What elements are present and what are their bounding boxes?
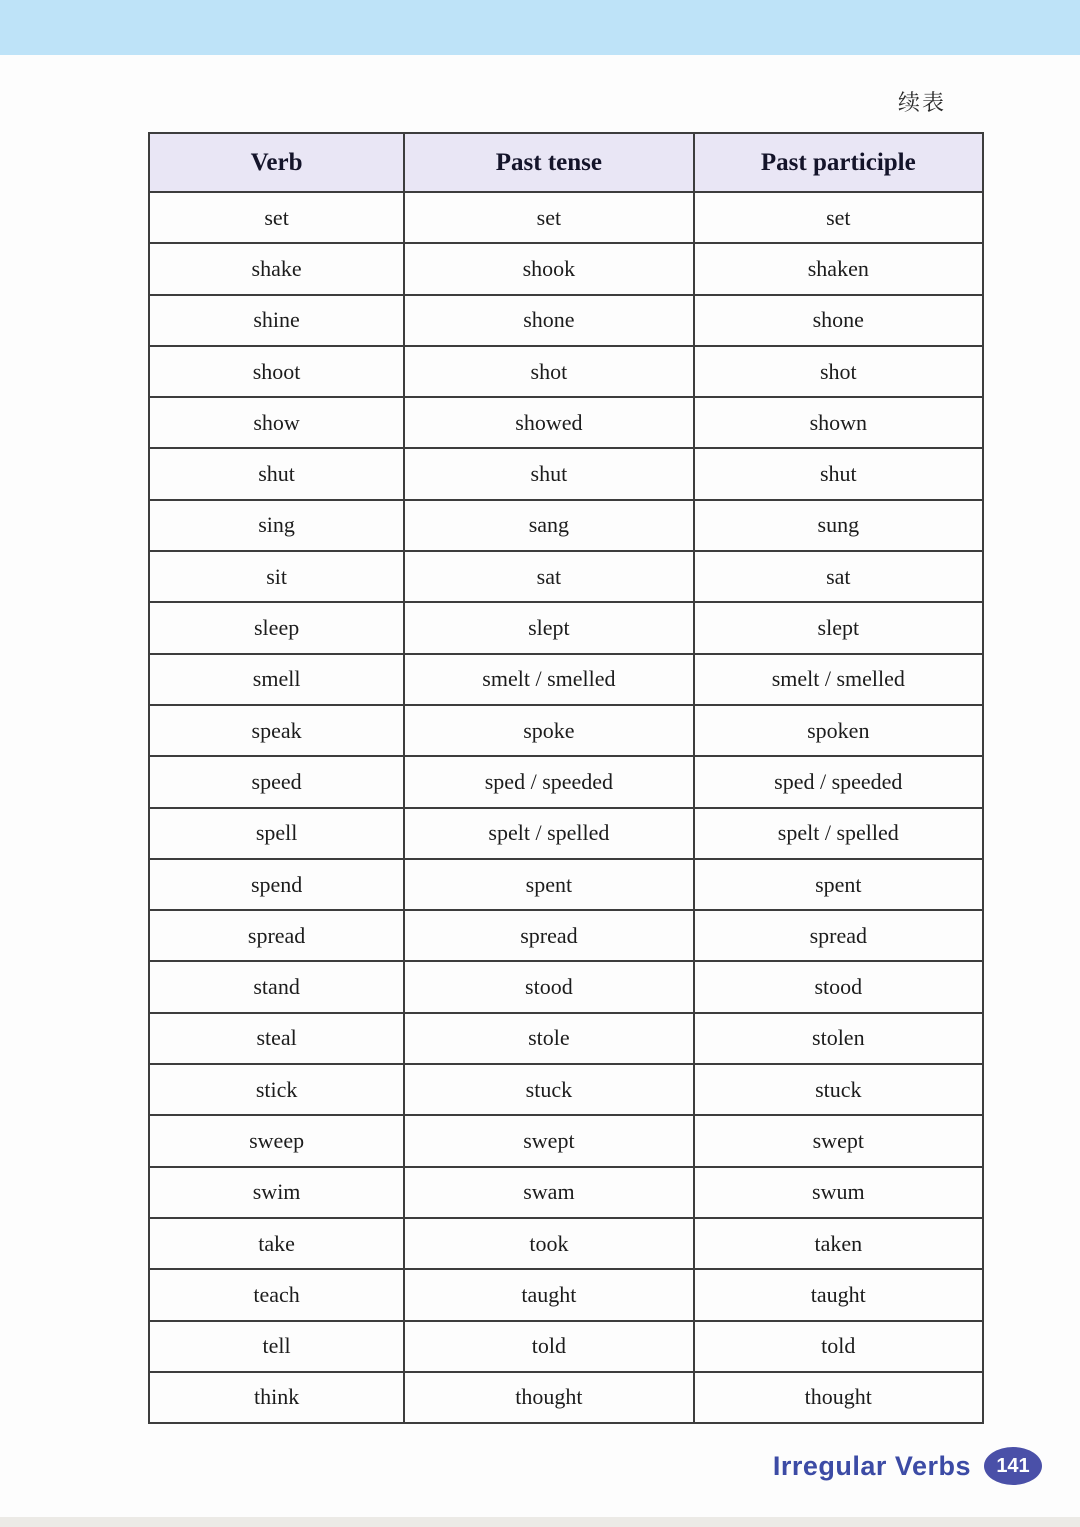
- table-cell: think: [149, 1372, 404, 1423]
- table-cell: sat: [694, 551, 983, 602]
- top-decoration-band: [0, 0, 1080, 55]
- table-cell: swam: [404, 1167, 693, 1218]
- table-row: [149, 961, 983, 1012]
- table-cell: shone: [694, 295, 983, 346]
- table-cell: stolen: [694, 1013, 983, 1064]
- column-header-verb: Verb: [149, 133, 404, 192]
- table-row: [149, 1013, 983, 1064]
- table-row: [149, 500, 983, 551]
- table-cell: took: [404, 1218, 693, 1269]
- table-row: [149, 705, 983, 756]
- table-cell: shot: [694, 346, 983, 397]
- table-row: [149, 602, 983, 653]
- table-cell: take: [149, 1218, 404, 1269]
- table-cell: sit: [149, 551, 404, 602]
- table-cell: stuck: [404, 1064, 693, 1115]
- table-cell: spoke: [404, 705, 693, 756]
- table-cell: told: [694, 1321, 983, 1372]
- table-cell: shine: [149, 295, 404, 346]
- table-row: [149, 1321, 983, 1372]
- table-cell: spent: [694, 859, 983, 910]
- table-cell: shut: [149, 448, 404, 499]
- table-cell: thought: [694, 1372, 983, 1423]
- table-cell: steal: [149, 1013, 404, 1064]
- page-number-badge: 141: [984, 1447, 1042, 1485]
- table-cell: shot: [404, 346, 693, 397]
- table-cell: set: [694, 192, 983, 243]
- table-body: [149, 192, 983, 1423]
- table-row: [149, 397, 983, 448]
- table-cell: told: [404, 1321, 693, 1372]
- table-cell: set: [149, 192, 404, 243]
- table-cell: stand: [149, 961, 404, 1012]
- table-cell: taught: [404, 1269, 693, 1320]
- table-row: [149, 243, 983, 294]
- table-row: [149, 910, 983, 961]
- table-cell: sat: [404, 551, 693, 602]
- table-cell: stood: [404, 961, 693, 1012]
- table-cell: swept: [694, 1115, 983, 1166]
- page-footer: [773, 1447, 1042, 1485]
- table-cell: stood: [694, 961, 983, 1012]
- table-cell: shut: [404, 448, 693, 499]
- footer-section-title: Irregular Verbs: [772, 1450, 971, 1481]
- table-row: [149, 346, 983, 397]
- table-cell: taught: [694, 1269, 983, 1320]
- table-row: [149, 1064, 983, 1115]
- table-row: [149, 1167, 983, 1218]
- table-row: [149, 551, 983, 602]
- table-cell: smelt / smelled: [694, 654, 983, 705]
- table-cell: spelt / spelled: [404, 808, 693, 859]
- table-cell: slept: [404, 602, 693, 653]
- table-cell: teach: [149, 1269, 404, 1320]
- table-row: [149, 859, 983, 910]
- table-cell: spread: [404, 910, 693, 961]
- table-cell: spent: [404, 859, 693, 910]
- table-row: [149, 192, 983, 243]
- bottom-page-edge: [0, 1517, 1080, 1527]
- table-row: [149, 295, 983, 346]
- table-cell: shut: [694, 448, 983, 499]
- table-cell: sing: [149, 500, 404, 551]
- table-cell: taken: [694, 1218, 983, 1269]
- table-cell: spread: [149, 910, 404, 961]
- table-cell: swim: [149, 1167, 404, 1218]
- table-cell: spoken: [694, 705, 983, 756]
- table-cell: shook: [404, 243, 693, 294]
- table-row: [149, 1218, 983, 1269]
- table-cell: spend: [149, 859, 404, 910]
- table-cell: sung: [694, 500, 983, 551]
- table-cell: sang: [404, 500, 693, 551]
- table-cell: swept: [404, 1115, 693, 1166]
- table-cell: spread: [694, 910, 983, 961]
- table-cell: shaken: [694, 243, 983, 294]
- table-row: [149, 654, 983, 705]
- table-cell: speak: [149, 705, 404, 756]
- table-row: [149, 1269, 983, 1320]
- table-cell: thought: [404, 1372, 693, 1423]
- table-cell: stole: [404, 1013, 693, 1064]
- table-cell: spelt / spelled: [694, 808, 983, 859]
- table-cell: sped / speeded: [694, 756, 983, 807]
- table-row: [149, 808, 983, 859]
- table-cell: smell: [149, 654, 404, 705]
- table-cell: stick: [149, 1064, 404, 1115]
- table-cell: stuck: [694, 1064, 983, 1115]
- table-cell: spell: [149, 808, 404, 859]
- table-cell: shoot: [149, 346, 404, 397]
- table-cell: sleep: [149, 602, 404, 653]
- table-cell: showed: [404, 397, 693, 448]
- table-continued-label: 续表: [898, 91, 947, 116]
- table-cell: shake: [149, 243, 404, 294]
- table-cell: show: [149, 397, 404, 448]
- table-cell: smelt / smelled: [404, 654, 693, 705]
- column-header-past-tense: Past tense: [404, 133, 693, 192]
- table-row: [149, 756, 983, 807]
- irregular-verbs-table: [148, 132, 984, 1424]
- table-cell: shown: [694, 397, 983, 448]
- table-cell: shone: [404, 295, 693, 346]
- table-row: [149, 1115, 983, 1166]
- table-cell: slept: [694, 602, 983, 653]
- table-row: [149, 1372, 983, 1423]
- table-cell: sweep: [149, 1115, 404, 1166]
- table-cell: tell: [149, 1321, 404, 1372]
- table-header-row: [149, 133, 983, 192]
- table-row: [149, 448, 983, 499]
- table-cell: speed: [149, 756, 404, 807]
- column-header-past-participle: Past participle: [694, 133, 983, 192]
- table-cell: swum: [694, 1167, 983, 1218]
- table-cell: set: [404, 192, 693, 243]
- table-cell: sped / speeded: [404, 756, 693, 807]
